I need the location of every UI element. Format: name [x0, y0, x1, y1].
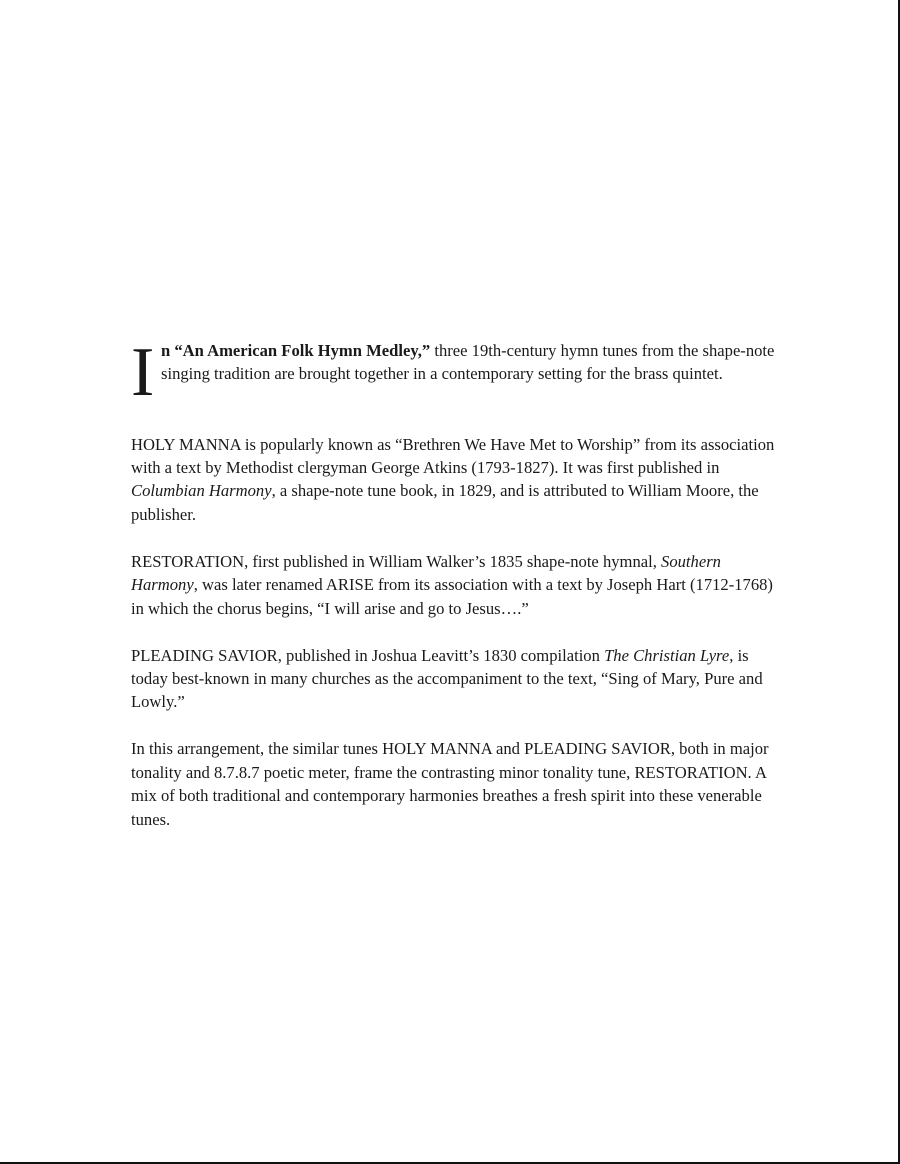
restoration-text-b: , was later renamed ARISE from its association with a text by Joseph Hart (1712-1768) in which the chorus begins, “I will arise and go to Jesus….” — [131, 575, 773, 618]
arrangement-paragraph — [131, 737, 781, 831]
restoration-text-a: RESTORATION, first published in William Walker’s 1835 shape-note hymnal, — [131, 551, 662, 571]
holy-manna-text-a: HOLY MANNA is popularly known as “Brethren We Have Met to Worship” from its association with a text by Methodist clergyman George Atkins (1793-1827). It was first published in — [131, 434, 775, 477]
intro-text: three 19th-century hymn tunes from the shape-note singing tradition are brought together in a contemporary setting for the brass quintet. — [161, 341, 775, 384]
intro-paragraph — [131, 334, 781, 411]
holy-manna-paragraph — [131, 433, 781, 527]
medley-title: n “An American Folk Hymn Medley,” — [161, 341, 431, 360]
pleading-savior-paragraph — [131, 644, 781, 714]
holy-manna-book-title: Columbian Harmony — [131, 481, 272, 501]
drop-cap: I — [131, 334, 155, 411]
pleading-savior-book-title: The Christian Lyre — [604, 645, 730, 665]
pleading-savior-text-b: , is today best-known in many churches as the accompaniment to the text, “Sing of Mary, Pure and Lowly.” — [131, 645, 763, 712]
arrangement-text: In this arrangement, the similar tunes HOLY MANNA and PLEADING SAVIOR, both in major tonality and 8.7.8.7 poetic meter, frame the contrasting minor tonality tune, RESTORATION. A mix of both traditional and contemporary harmonies breathes a fresh spirit into these venerable tunes. — [131, 739, 769, 829]
holy-manna-text-b: , a shape-note tune book, in 1829, and is attributed to William Moore, the publisher. — [131, 481, 759, 524]
pleading-savior-text-a: PLEADING SAVIOR, published in Joshua Leavitt’s 1830 compilation — [131, 645, 605, 665]
program-notes — [131, 334, 781, 855]
restoration-book-title: Southern Harmony — [131, 551, 721, 595]
restoration-paragraph — [131, 550, 781, 620]
